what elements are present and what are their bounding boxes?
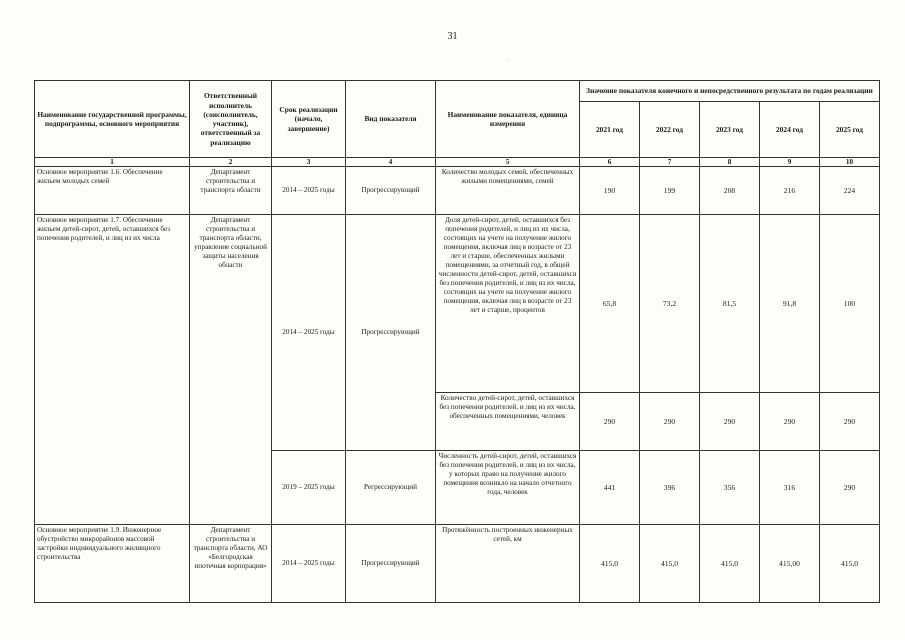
- cell-value: 208: [700, 167, 760, 215]
- cell-indicator-name: Доля детей-сирот, детей, оставшихся без попечения родителей, и лиц из их числа, состоящих на учете на получение жилого помещения, включая лиц в возрасте от 23 лет и старше, обеспеченных жилыми помещениями, за отчетный год, в общей численности детей-сирот, детей, оставшихся без попечения родителей, и лиц из их числа, состоящих на учете на получение жилого помещения, включая лиц в возрасте от 23 лет и старше, процентов: [436, 215, 580, 393]
- cell-value: 290: [640, 393, 700, 451]
- page-number: 31: [447, 31, 458, 42]
- cell-value: 290: [580, 393, 640, 451]
- cell-period: 2014 – 2025 годы: [272, 215, 346, 451]
- cell-period: 2014 – 2025 годы: [272, 525, 346, 603]
- column-numbers-row: [35, 158, 880, 167]
- scan-speck: ·: [508, 59, 510, 65]
- column-number: 10: [820, 158, 880, 167]
- cell-value: 216: [760, 167, 820, 215]
- cell-value: 415,00: [760, 525, 820, 603]
- column-number: 6: [580, 158, 640, 167]
- cell-value: 100: [820, 215, 880, 393]
- cell-value: 290: [760, 393, 820, 451]
- cell-program: Основное мероприятие 1.7. Обеспечение жильем детей-сирот, детей, оставшихся без попечения родителей, и лиц из их числа: [35, 215, 190, 525]
- cell-value: 415,0: [640, 525, 700, 603]
- cell-value: 356: [700, 451, 760, 525]
- cell-executor: Департамент строительства и транспорта области: [190, 167, 272, 215]
- header-program: Наименование государственной программы, подпрограммы, основного мероприятия: [35, 81, 190, 158]
- cell-indicator-name: Протяжённость построенных инженерных сетей, км: [436, 525, 580, 603]
- table-row: [35, 167, 880, 215]
- cell-value: 415,0: [580, 525, 640, 603]
- cell-value: 91,8: [760, 215, 820, 393]
- cell-indicator-type: Регрессирующий: [346, 451, 436, 525]
- column-number: 4: [346, 158, 436, 167]
- header-year-2022: 2022 год: [640, 102, 700, 158]
- cell-period: 2019 – 2025 годы: [272, 451, 346, 525]
- cell-value: 81,5: [700, 215, 760, 393]
- cell-indicator-type: Прогрессирующий: [346, 215, 436, 451]
- cell-indicator-type: Прогрессирующий: [346, 525, 436, 603]
- cell-value: 73,2: [640, 215, 700, 393]
- cell-value: 290: [820, 451, 880, 525]
- cell-indicator-name: Количество молодых семей, обеспеченных жилыми помещениями, семей: [436, 167, 580, 215]
- header-indicator-type: Вид показателя: [346, 81, 436, 158]
- header-period: Срок реализации (начало, завершение): [272, 81, 346, 158]
- column-number: 2: [190, 158, 272, 167]
- cell-program: Основное мероприятие 1.9. Инженерное обустройство микрорайонов массовой застройки индивидуального жилищного строительства: [35, 525, 190, 603]
- indicators-table: [34, 80, 880, 603]
- column-number: 8: [700, 158, 760, 167]
- cell-executor: Департамент строительства и транспорта области, АО «Белгородская ипотечная корпорация»: [190, 525, 272, 603]
- cell-value: 290: [820, 393, 880, 451]
- cell-value: 396: [640, 451, 700, 525]
- header-year-2021: 2021 год: [580, 102, 640, 158]
- cell-value: 415,0: [820, 525, 880, 603]
- header-values-group: Значение показателя конечного и непосредственного результата по годам реализации: [580, 81, 880, 102]
- cell-value: 65,8: [580, 215, 640, 393]
- header-year-2024: 2024 год: [760, 102, 820, 158]
- header-year-2025: 2025 год: [820, 102, 880, 158]
- header-year-2023: 2023 год: [700, 102, 760, 158]
- header-executor: Ответственный исполнитель (соисполнитель, участник), ответственный за реализацию: [190, 81, 272, 158]
- cell-value: 316: [760, 451, 820, 525]
- column-number: 7: [640, 158, 700, 167]
- cell-value: 199: [640, 167, 700, 215]
- column-number: 1: [35, 158, 190, 167]
- column-number: 9: [760, 158, 820, 167]
- cell-value: 224: [820, 167, 880, 215]
- table-row: [35, 525, 880, 603]
- cell-value: 190: [580, 167, 640, 215]
- cell-program: Основное мероприятие 1.6. Обеспечение жильем молодых семей: [35, 167, 190, 215]
- column-number: 5: [436, 158, 580, 167]
- cell-indicator-name: Количество детей-сирот, детей, оставшихся без попечения родителей, и лиц из их числа, обеспеченных помещениями, человек: [436, 393, 580, 451]
- cell-period: 2014 – 2025 годы: [272, 167, 346, 215]
- cell-indicator-name: Численность детей-сирот, детей, оставшихся без попечения родителей, и лиц из их числа, у которых право на получение жилого помещения возникло на начало отчетного года, человек: [436, 451, 580, 525]
- table-row: [35, 215, 880, 393]
- cell-executor: Департамент строительства и транспорта области, управление социальной защиты населения области: [190, 215, 272, 525]
- cell-indicator-type: Прогрессирующий: [346, 167, 436, 215]
- cell-value: 415,0: [700, 525, 760, 603]
- cell-value: 441: [580, 451, 640, 525]
- cell-value: 290: [700, 393, 760, 451]
- header-indicator-name: Наименование показателя, единица измерения: [436, 81, 580, 158]
- column-number: 3: [272, 158, 346, 167]
